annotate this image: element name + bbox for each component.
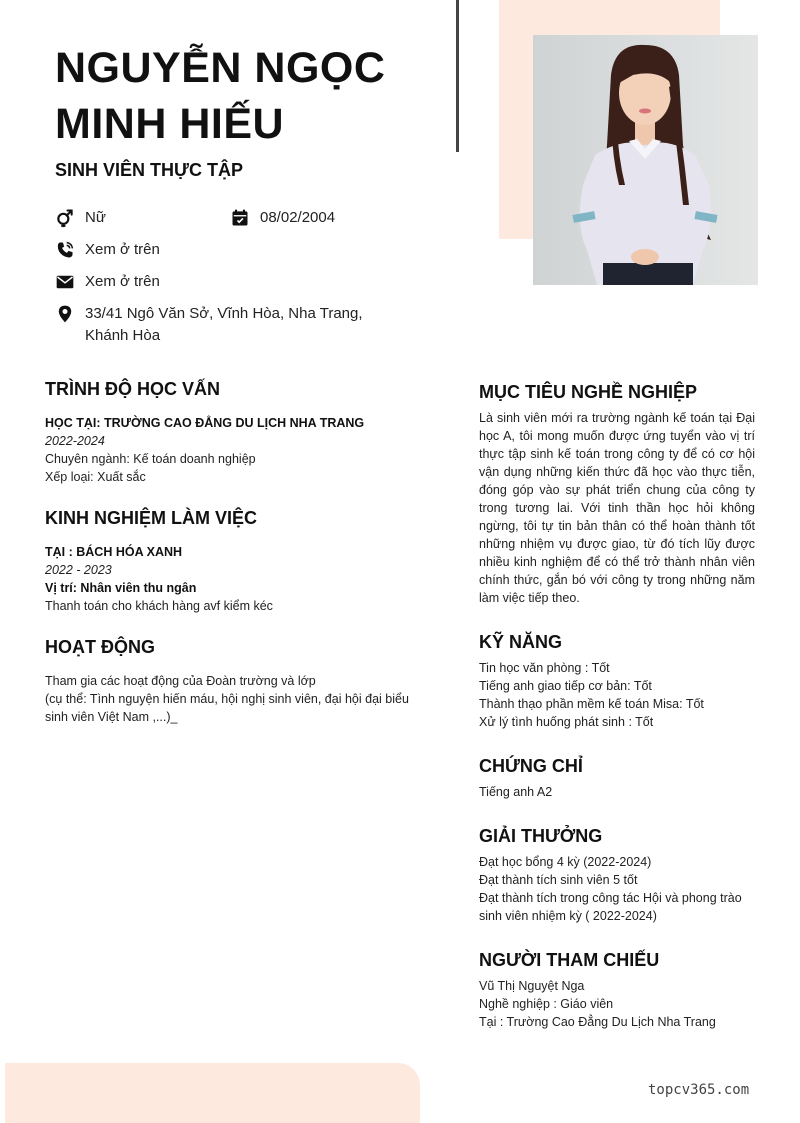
skills-list bbox=[479, 659, 769, 731]
certificate-item: Tiếng anh A2 bbox=[479, 785, 553, 799]
candidate-role: SINH VIÊN THỰC TẬP bbox=[55, 160, 243, 180]
experience-position: Vị trí: Nhân viên thu ngân bbox=[45, 581, 197, 595]
education-rank: Xếp loại: Xuất sắc bbox=[45, 470, 146, 484]
certificates-title: CHỨNG CHỈ bbox=[479, 756, 583, 776]
reference-item: Nghề nghiệp : Giáo viên bbox=[479, 997, 614, 1011]
calendar-icon bbox=[230, 207, 260, 229]
skills-title: KỸ NĂNG bbox=[479, 632, 563, 652]
contact-gender bbox=[55, 207, 106, 229]
footer-brand: topcv365.com bbox=[648, 1082, 750, 1098]
address-value: 33/41 Ngô Văn Sở, Vĩnh Hòa, Nha Trang, Khánh Hòa bbox=[85, 305, 363, 344]
education-period: 2022-2024 bbox=[45, 434, 105, 448]
education-title: TRÌNH ĐỘ HỌC VẤN bbox=[45, 379, 220, 399]
location-pin-icon bbox=[55, 303, 85, 325]
contact-address bbox=[55, 303, 405, 347]
education-section bbox=[45, 414, 415, 486]
activities-line-1: Tham gia các hoạt động của Đoàn trường và lớp bbox=[45, 674, 316, 688]
skill-item: Thành thạo phần mềm kế toán Misa: Tốt bbox=[479, 697, 704, 711]
experience-title: KINH NGHIỆM LÀM VIỆC bbox=[45, 508, 258, 528]
decorative-peach-block-bottom bbox=[5, 1063, 420, 1123]
contact-birthday bbox=[230, 207, 335, 229]
certificates-list bbox=[479, 783, 769, 801]
education-school: HỌC TẠI: TRƯỜNG CAO ĐẲNG DU LỊCH NHA TRANG bbox=[45, 416, 365, 430]
objective-title: MỤC TIÊU NGHỀ NGHIỆP bbox=[479, 382, 698, 402]
award-item: Đạt thành tích trong công tác Hội và phong trào sinh viên nhiệm kỳ ( 2022-2024) bbox=[479, 891, 742, 923]
candidate-name bbox=[55, 40, 445, 152]
candidate-name-line-1: NGUYỄN NGỌC bbox=[55, 44, 386, 92]
awards-title: GIẢI THƯỞNG bbox=[479, 826, 603, 846]
references-title: NGƯỜI THAM CHIẾU bbox=[479, 950, 660, 970]
experience-section bbox=[45, 543, 415, 615]
objective-text: Là sinh viên mới ra trường ngành kế toán tại Đại học A, tôi mong muốn được ứng tuyển vào vị trí thực tập sinh kế toán trong công ty để có cơ hội vận dụng những kiến thức đã học vào thực tiễn, đóng góp vào sự phát triển chung của công ty trong tương lai. Với tinh thần học hỏi không ngừng, tôi tự tin bản thân có thể hoàn thành tốt những nhiệm vụ được giao, từ đó tích lũy được nhiều kinh nghiệm để có thể trở thành nhân viên chính thức, gắn bó với công ty trong những năm làm việc tiếp theo. bbox=[479, 411, 755, 605]
contact-phone bbox=[55, 239, 160, 261]
birthday-value: 08/02/2004 bbox=[260, 209, 336, 226]
award-item: Đạt học bổng 4 kỳ (2022-2024) bbox=[479, 855, 652, 869]
activities-line-2: (cụ thể: Tình nguyện hiến máu, hội nghị sinh viên, đại hội đại biểu sinh viên Việt Nam ,...)_ bbox=[45, 692, 409, 724]
education-major: Chuyên ngành: Kế toán doanh nghiệp bbox=[45, 452, 256, 466]
reference-item: Tại : Trường Cao Đẳng Du Lịch Nha Trang bbox=[479, 1015, 716, 1029]
experience-description: Thanh toán cho khách hàng avf kiểm kéc bbox=[45, 599, 273, 613]
header-divider bbox=[456, 0, 459, 152]
experience-company: TẠI : BÁCH HÓA XANH bbox=[45, 545, 183, 559]
references-list bbox=[479, 977, 769, 1031]
activities-section bbox=[45, 672, 410, 726]
skill-item: Tin học văn phòng : Tốt bbox=[479, 661, 610, 675]
experience-period: 2022 - 2023 bbox=[45, 563, 112, 577]
gender-icon bbox=[55, 207, 85, 229]
email-value: Xem ở trên bbox=[85, 273, 160, 290]
profile-photo bbox=[533, 35, 758, 285]
award-item: Đạt thành tích sinh viên 5 tốt bbox=[479, 873, 638, 887]
phone-value: Xem ở trên bbox=[85, 241, 160, 258]
envelope-icon bbox=[55, 271, 85, 293]
activities-title: HOẠT ĐỘNG bbox=[45, 637, 155, 657]
phone-icon bbox=[55, 239, 85, 261]
contact-email bbox=[55, 271, 160, 293]
skill-item: Xử lý tình huống phát sinh : Tốt bbox=[479, 715, 654, 729]
reference-item: Vũ Thị Nguyệt Nga bbox=[479, 979, 585, 993]
gender-value: Nữ bbox=[85, 209, 106, 226]
candidate-name-line-2: MINH HIẾU bbox=[55, 100, 285, 148]
skill-item: Tiếng anh giao tiếp cơ bản: Tốt bbox=[479, 679, 652, 693]
awards-list bbox=[479, 853, 761, 925]
